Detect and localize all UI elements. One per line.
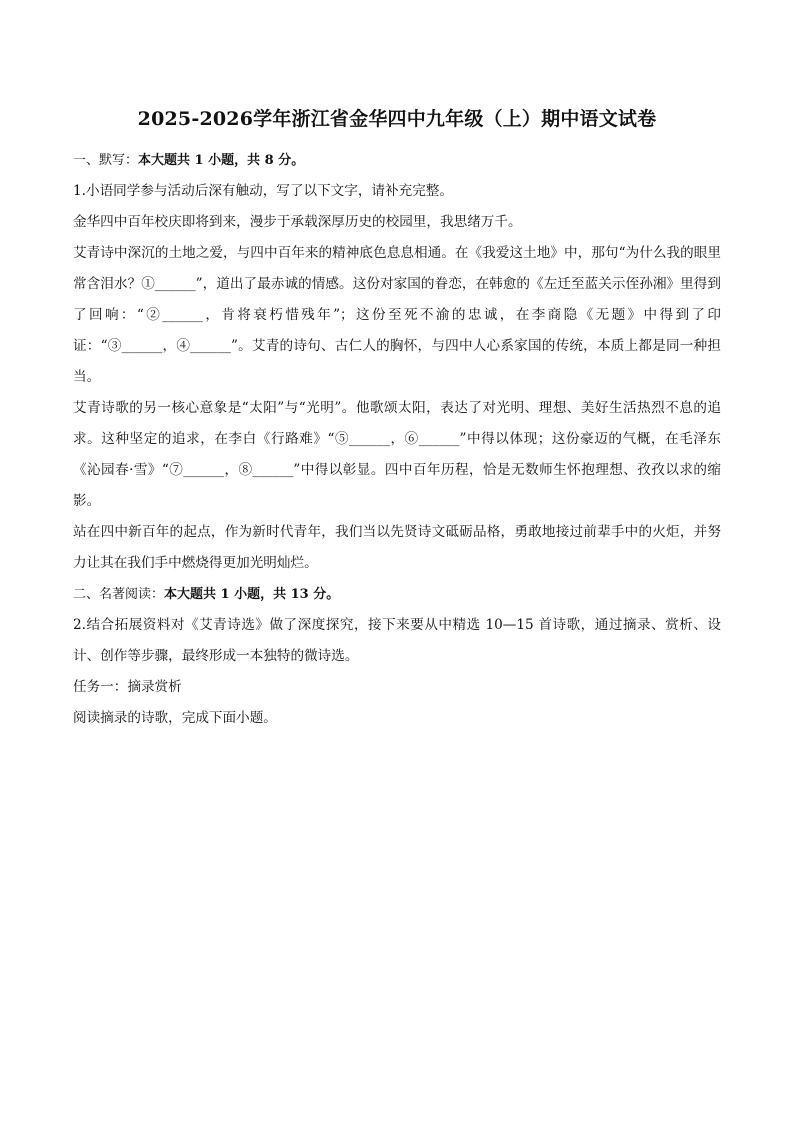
exam-title: 2025-2026学年浙江省金华四中九年级（上）期中语文试卷: [137, 108, 657, 130]
question-1-paragraph: 艾青诗歌的另一核心意象是“太阳”与“光明”。他歌颂太阳，表达了对光明、理想、美好生活热烈不息的追求。这种坚定的追求，在李白《行路难》“⑤______，⑥______”中得以体现；这份豪迈的气概，在毛泽东《沁园春·雪》“⑦______，⑧______”中得以彰显。四中百年历程，恰是无数师生怀抱理想、孜孜以求的缩影。: [73, 400, 721, 509]
section-1-heading: [73, 145, 721, 176]
section-2-label: 二、名著阅读：: [73, 587, 165, 602]
exam-content: [73, 145, 721, 734]
section-2-desc: 本大题共 1 小题，共 13 分。: [164, 587, 340, 602]
question-1-prompt: 1.小语同学参与活动后深有触动，写了以下文字，请补充完整。: [73, 183, 453, 199]
section-2-heading: [73, 579, 721, 610]
task-1-instruction: 阅读摘录的诗歌，完成下面小题。: [73, 710, 277, 726]
section-1-desc: 本大题共 1 小题，共 8 分。: [138, 153, 305, 168]
question-1-paragraph: 艾青诗中深沉的土地之爱，与四中百年来的精神底色息息相通。在《我爱这土地》中，那句“为什么我的眼里常含泪水？①______”，道出了最赤诚的情感。这份对家国的眷恋，在韩愈的《左迁至蓝关示侄孙湘》里得到了回响：“②______，肯将衰朽惜残年”；这份至死不渝的忠诚，在李商隐《无题》中得到了印证：“③______，④______”。艾青的诗句、古仁人的胸怀，与四中人心系家国的传统，本质上都是同一种担当。: [73, 245, 721, 385]
question-1-paragraph: 站在四中新百年的起点，作为新时代青年，我们当以先贤诗文砥砺品格，勇敢地接过前辈手中的火炬，并努力让其在我们手中燃烧得更加光明灿烂。: [73, 524, 721, 571]
task-1-heading: 任务一：摘录赏析: [73, 679, 182, 695]
question-1-paragraph: 金华四中百年校庆即将到来，漫步于承载深厚历史的校园里，我思绪万千。: [73, 214, 522, 230]
question-2-prompt: 2.结合拓展资料对《艾青诗选》做了深度探究，接下来要从中精选 10—15 首诗歌，通过摘录、赏析、设计、创作等步骤，最终形成一本独特的微诗选。: [73, 617, 721, 664]
section-1-label: 一、默写：: [73, 153, 139, 168]
